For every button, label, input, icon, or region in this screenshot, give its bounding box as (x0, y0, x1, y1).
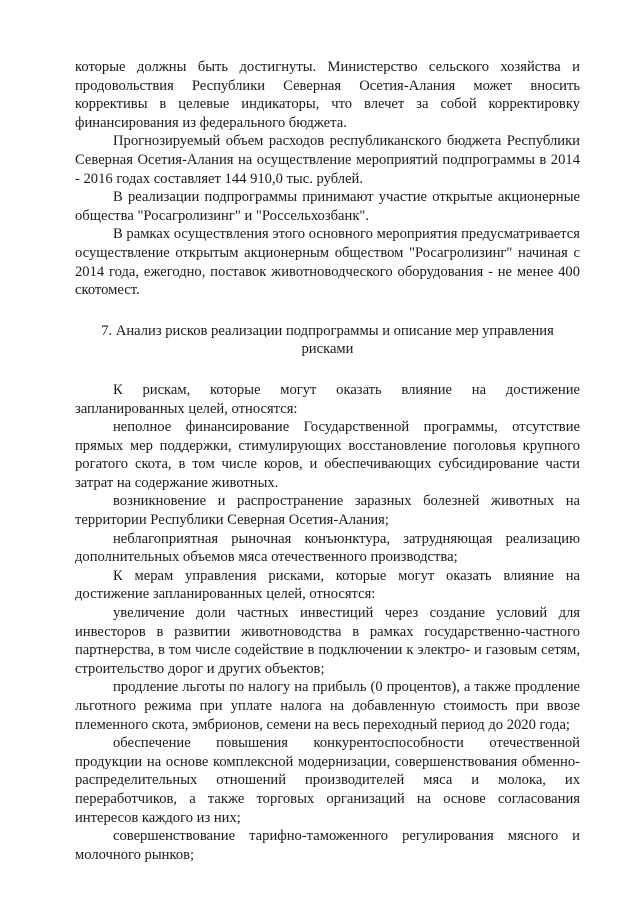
paragraph-risk-market: неблагоприятная рыночная конъюнктура, затрудняющая реализацию дополнительных объемов мяса отечественного производства; (75, 530, 580, 566)
paragraph-budget: Прогнозируемый объем расходов республиканского бюджета Республики Северная Осетия-Алания на осуществление мероприятий подпрограммы в 2014 - 2016 годах составляет 144 910,0 тыс. рублей. (75, 133, 580, 187)
paragraph-measure-tariffs: совершенствование тарифно-таможенного регулирования мясного и молочного рынков; (75, 828, 580, 863)
paragraph-risk-financing: неполное финансирование Государственной программы, отсутствие прямых мер поддержки, стимулирующих восстановление поголовья крупного рогатого скота, в том числе коров, и обеспечивающих субсидирование части затрат на содержание животных. (75, 419, 580, 491)
paragraph-continuation: которые должны быть достигнуты. Министерство сельского хозяйства и продовольствия Республики Северная Осетия-Алания может вносить коррективы в целевые индикаторы, что влечет за собой корректировку финансирования из федерального бюджета. (75, 59, 580, 131)
paragraph-measure-investments: увеличение доли частных инвестиций через создание условий для инвесторов в развитии животноводства в рамках государственно-частного партнерства, в том числе содействие в подключении к электро- и газовым сетям, строительство дорог и других объектов; (75, 605, 580, 677)
paragraph-measure-competitiveness: обеспечение повышения конкурентоспособности отечественной продукции на основе комплексной модернизации, совершенствования обменно-распределительных отношений производителей мяса и молока, их переработчиков, а также торговых организаций на основе согласования интересов каждого из них; (75, 735, 580, 826)
paragraph-measures-intro: К мерам управления рисками, которые могут оказать влияние на достижение запланированных целей, относятся: (75, 567, 580, 603)
paragraph-rosagroleasing: В рамках осуществления этого основного мероприятия предусматривается осуществление открытым акционерным обществом "Росагролизинг" начиная с 2014 года, ежегодно, поставок животноводческого оборудования - не менее 400 скотомест. (75, 226, 580, 299)
section-heading: 7. Анализ рисков реализации подпрограммы и описание мер управления рисками (101, 322, 554, 358)
paragraph-risks-intro: К рискам, которые могут оказать влияние на достижение запланированных целей, относятся: (75, 381, 580, 417)
paragraph-participants: В реализации подпрограммы принимают участие открытые акционерные общества "Росагролизинг" и "Россельхозбанк". (75, 189, 580, 224)
paragraph-measure-tax: продление льготы по налогу на прибыль (0 процентов), а также продление льготного режима при уплате налога на добавленную стоимость при ввозе племенного скота, эмбрионов, семени на весь переходный период до 2020 года; (75, 679, 580, 733)
document-page (75, 58, 580, 864)
paragraph-risk-diseases: возникновение и распространение заразных болезней животных на территории Республики Северная Осетия-Алания; (75, 493, 580, 529)
